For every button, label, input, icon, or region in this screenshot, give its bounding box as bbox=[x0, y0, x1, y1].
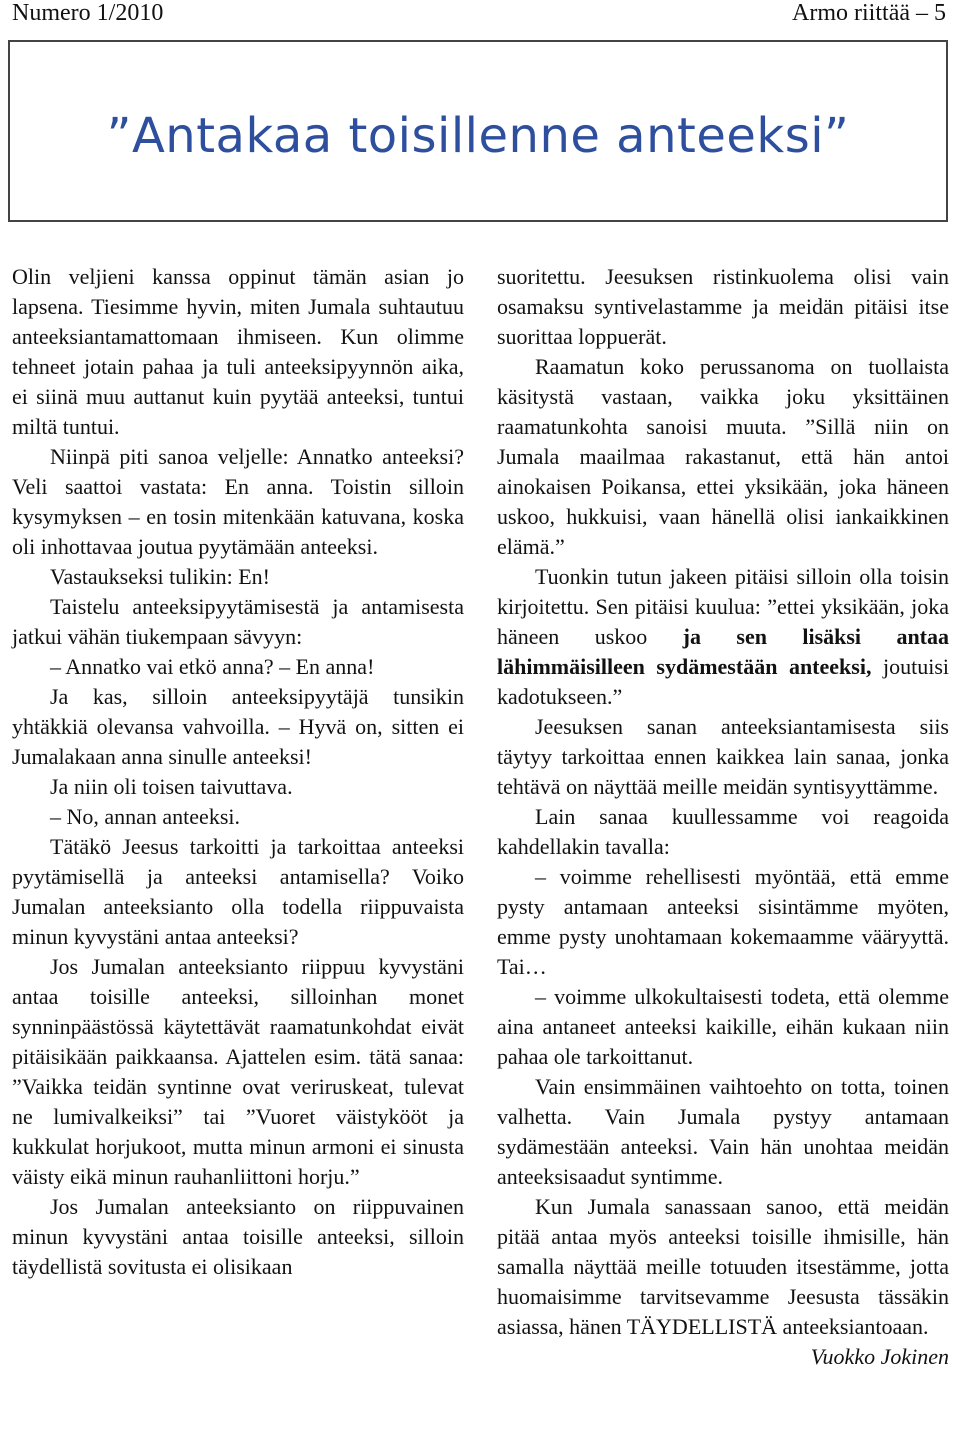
paragraph-text: joutuisi kadotukseen.” bbox=[497, 654, 949, 709]
page-header bbox=[0, 0, 960, 30]
right-column bbox=[497, 262, 949, 1372]
paragraph: Niinpä piti sanoa veljelle: Annatko anteeksi? Veli saattoi vastata: En anna. Toistin silloin kysymyksen – en tosin mitenkään katuvana, koska oli inhottavaa joutua pyytämään anteeksi. bbox=[12, 444, 464, 559]
paragraph: Taistelu anteeksipyytämisestä ja antamisesta jatkui vähän tiukempaan sävyyn: bbox=[12, 594, 464, 649]
article-title: ”Antakaa toisillenne anteeksi” bbox=[106, 108, 850, 164]
paragraph: Raamatun koko perussanoma on tuollaista käsitystä vastaan, vaikka joku yksittäinen raamatunkohta sanoisi muuta. ”Sillä niin on Jumala maailmaa rakastanut, että hän antoi ainokaisen Poikansa, ettei yksikään, joka häneen uskoo, hukkuisi, vaan hänellä olisi iankaikkinen elämä.” bbox=[497, 354, 949, 559]
paragraph-text: Tuonkin tutun jakeen pitäisi silloin olla toisin kirjoitettu. Sen pitäisi kuulua: ”ettei yksikään, joka häneen uskoo bbox=[497, 564, 949, 649]
paragraph: suoritettu. Jeesuksen ristinkuolema olisi vain osamaksu syntivelastamme ja meidän pitäisi itse suorittaa loppuerät. bbox=[497, 264, 949, 349]
paragraph: Jos Jumalan anteeksianto on riippuvainen minun kyvystäni antaa toisille anteeksi, silloin täydellistä sovitusta ei olisikaan bbox=[12, 1194, 464, 1279]
paragraph: Ja niin oli toisen taivuttava. bbox=[50, 774, 293, 799]
left-column bbox=[12, 262, 464, 1282]
paragraph: Vastaukseksi tulikin: En! bbox=[50, 564, 270, 589]
author-signature: Vuokko Jokinen bbox=[810, 1344, 949, 1369]
paragraph: – Annatko vai etkö anna? – En anna! bbox=[50, 654, 375, 679]
emphasis-text: ja sen lisäksi antaa lähimmäisilleen sydämestään anteeksi, bbox=[497, 624, 950, 679]
paragraph bbox=[497, 562, 949, 712]
paragraph: Tätäkö Jeesus tarkoitti ja tarkoittaa anteeksi pyytämisellä ja anteeksi antamisella? Voiko Jumalan anteeksianto olla todella riippuvaista minun kyvystäni antaa anteeksi? bbox=[12, 834, 464, 949]
title-box bbox=[8, 40, 948, 222]
page-number: Armo riittää – 5 bbox=[792, 0, 946, 26]
paragraph: Jeesuksen sanan anteeksiantamisesta siis täytyy tarkoittaa ennen kaikkea lain sanaa, jonka tehtävä on näyttää meille meidän syntisyyttämme. bbox=[497, 714, 949, 799]
paragraph: Olin veljieni kanssa oppinut tämän asian jo lapsena. Tiesimme hyvin, miten Jumala suhtautuu anteeksiantamattomaan ihmiseen. Kun olimme tehneet jotain pahaa ja tuli anteeksipyynnön aika, ei siinä muu auttanut kuin pyytää anteeksi, tuntui miltä tuntui. bbox=[12, 264, 464, 439]
paragraph: Lain sanaa kuullessamme voi reagoida kahdellakin tavalla: bbox=[497, 804, 949, 859]
paragraph: – voimme rehellisesti myöntää, että emme pysty antamaan anteeksi sisintämme myöten, emme pysty unohtamaan kokemaamme vääryyttä. Tai… bbox=[497, 864, 949, 979]
paragraph: – voimme ulkokultaisesti todeta, että olemme aina antaneet anteeksi kaikille, eihän kukaan niin pahaa ole tarkoittanut. bbox=[497, 984, 949, 1069]
paragraph: Vain ensimmäinen vaihtoehto on totta, toinen valhetta. Vain Jumala pystyy antamaan sydämestään anteeksi. Vain hän unohtaa meidän anteeksisaadut syntimme. bbox=[497, 1074, 949, 1189]
paragraph: Jos Jumalan anteeksianto riippuu kyvystäni antaa toisille anteeksi, silloinhan monet synninpäästössä käytettävät raamatunkohdat eivät pitäisikään paikkaansa. Ajattelen esim. tätä sanaa: ”Vaikka teidän syntinne ovat veriruskeat, tulevat ne lumivalkeiksi” tai ”Vuoret väistykööt ja kukkulat horjukoot, mutta minun armoni ei sinusta väisty eikä minun rauhanliittoni horju.” bbox=[12, 954, 464, 1189]
paragraph: Ja kas, silloin anteeksipyytäjä tunsikin yhtäkkiä olevansa vahvoilla. – Hyvä on, sitten ei Jumalakaan anna sinulle anteeksi! bbox=[12, 684, 464, 769]
paragraph: – No, annan anteeksi. bbox=[50, 804, 240, 829]
issue-number: Numero 1/2010 bbox=[12, 0, 164, 26]
paragraph: Kun Jumala sanassaan sanoo, että meidän pitää antaa myös anteeksi toisille ihmisille, hän samalla näyttää meille totuuden itsestämme, jotta huomaisimme tarvitsevamme Jeesusta tässäkin asiassa, hänen TÄYDELLISTÄ anteeksiantoaan. bbox=[497, 1194, 949, 1339]
